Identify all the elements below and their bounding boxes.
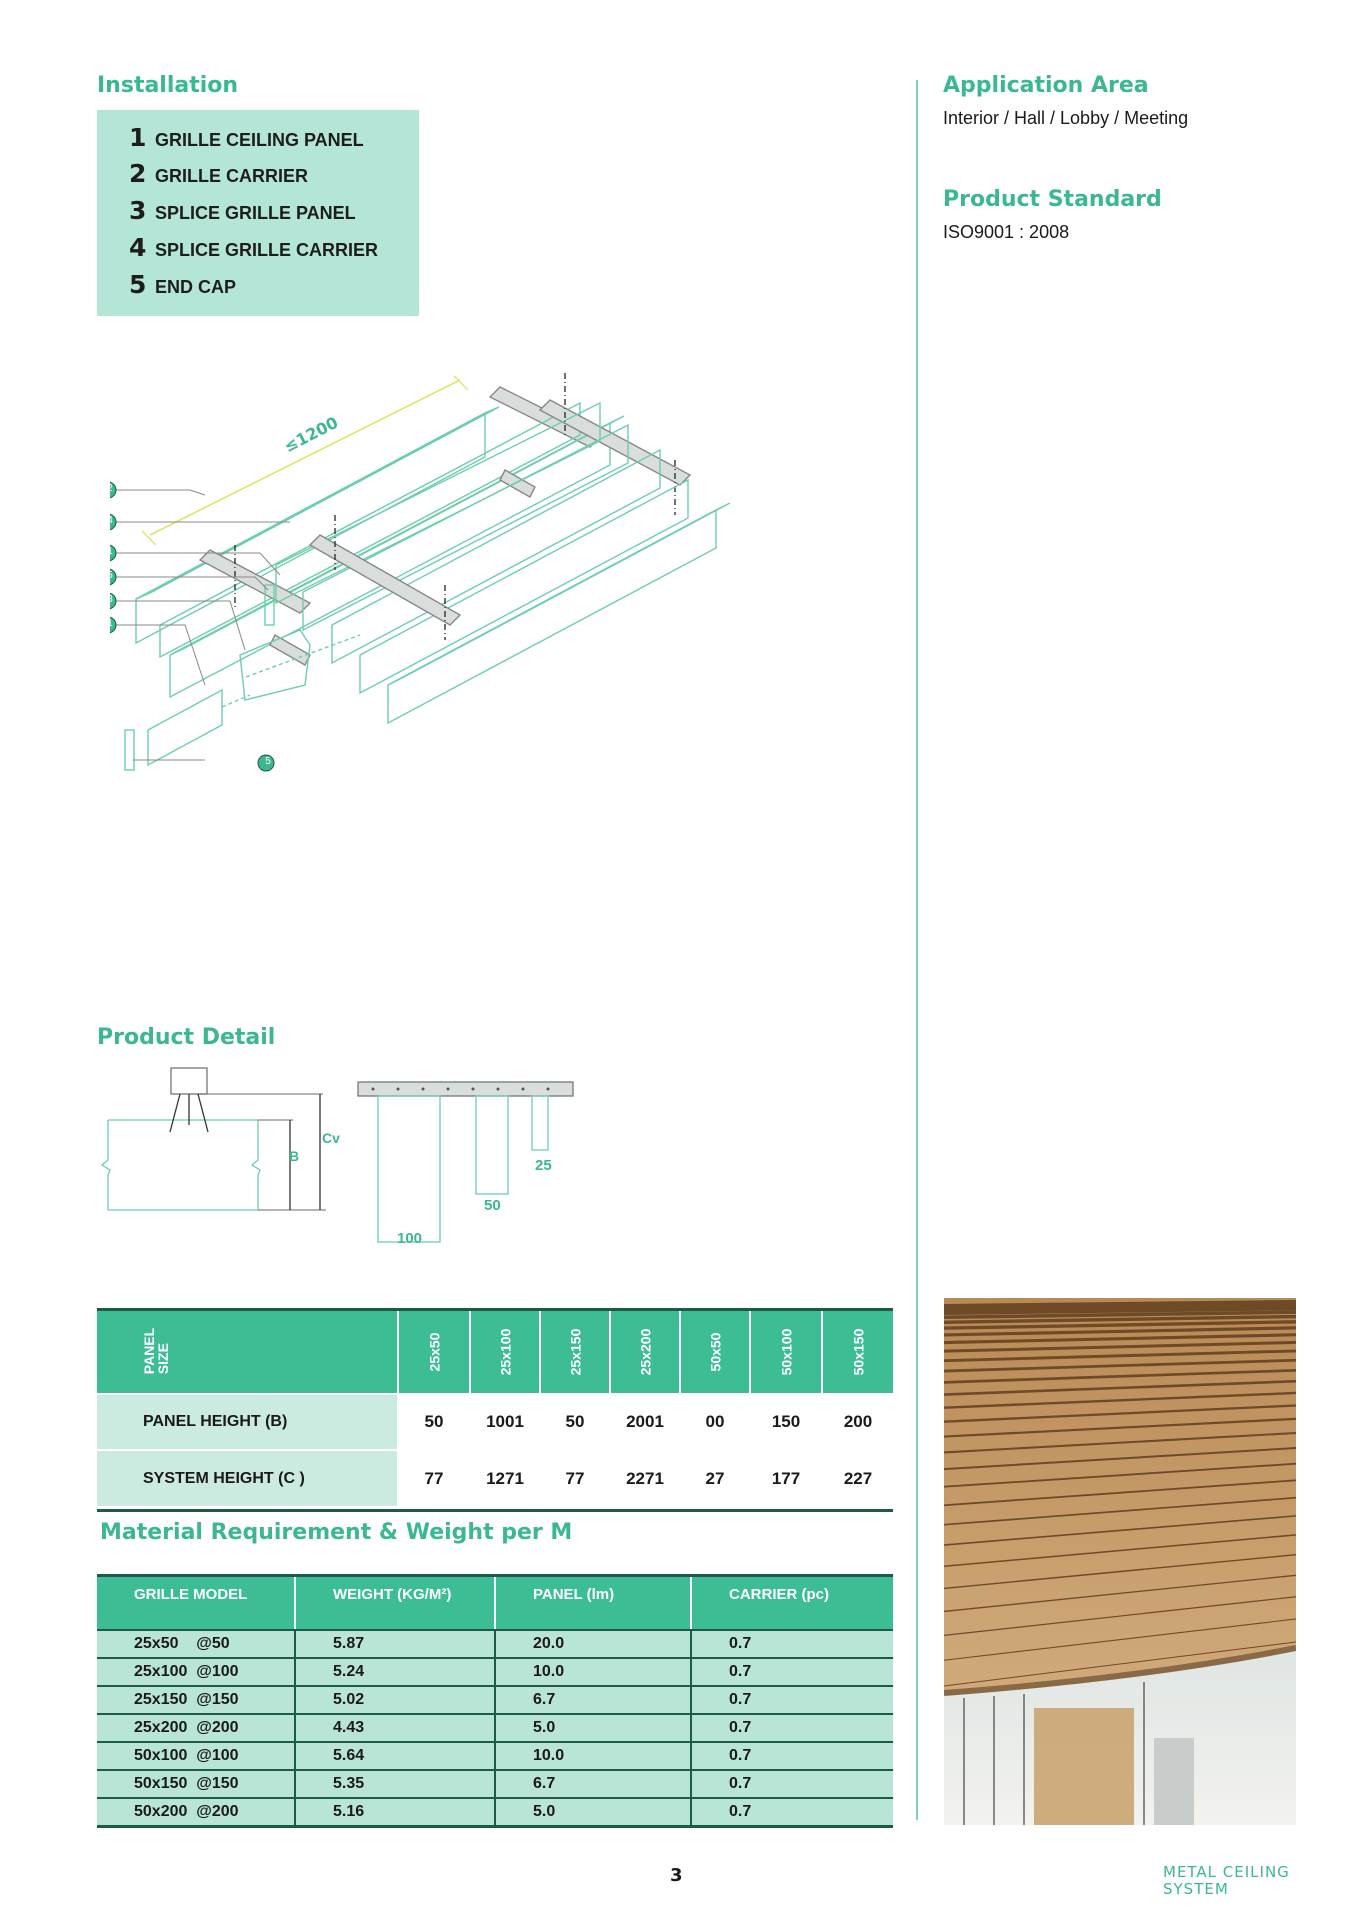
material-table-header — [97, 1577, 893, 1629]
panel-size-table — [97, 1308, 893, 1512]
label-cv: Cv — [322, 1130, 340, 1146]
callout-label: 5 — [265, 756, 271, 767]
legend-label: SPLICE GRILLE CARRIER — [155, 240, 379, 260]
legend-label: GRILLE CEILING PANEL — [155, 130, 364, 150]
col-carrier: CARRIER (pc) — [729, 1586, 829, 1603]
table-row — [97, 1657, 893, 1685]
size-header-50x100: 50x100 — [751, 1311, 821, 1393]
cell-model: 50x150 @150 — [97, 1771, 296, 1797]
panel-height-value: 2001 — [611, 1395, 679, 1449]
col-grille-model: GRILLE MODEL — [97, 1577, 296, 1629]
cell-weight: 5.24 — [296, 1659, 496, 1685]
footer-brand — [1163, 1864, 1290, 1898]
cell-model: 50x200 @200 — [97, 1799, 296, 1825]
legend-number: 5 — [129, 270, 147, 299]
size-header-50x150: 50x150 — [823, 1311, 893, 1393]
legend-label: SPLICE GRILLE PANEL — [155, 203, 356, 223]
cell-panel: 10.0 — [496, 1743, 692, 1769]
cell-model: 25x200 @200 — [97, 1715, 296, 1741]
cell-model: 50x100 @100 — [97, 1743, 296, 1769]
footer-line-2: SYSTEM — [1163, 1880, 1229, 1898]
cell-panel: 6.7 — [496, 1771, 692, 1797]
installation-title: Installation — [97, 73, 239, 98]
panel-size-header-line-2: SIZE — [155, 1343, 172, 1375]
cell-panel: 10.0 — [496, 1659, 692, 1685]
system-height-value: 27 — [681, 1451, 749, 1506]
panel-size-header — [97, 1311, 397, 1393]
application-area-text: Interior / Hall / Lobby / Meeting — [943, 108, 1189, 128]
footer-line-1: METAL CEILING — [1163, 1863, 1290, 1881]
cell-carrier: 0.7 — [729, 1635, 752, 1652]
legend-item-4 — [129, 233, 378, 262]
cell-weight: 5.35 — [296, 1771, 496, 1797]
dimension-label: ≤1200 — [280, 412, 342, 457]
material-title: Material Requirement & Weight per M — [100, 1520, 573, 1545]
legend-label: GRILLE CARRIER — [155, 166, 308, 186]
size-header-25x50: 25x50 — [399, 1311, 469, 1393]
cell-model: 25x150 @150 — [97, 1687, 296, 1713]
callout-label: 1 — [107, 546, 113, 557]
system-height-value: 77 — [541, 1451, 609, 1506]
legend-item-3 — [129, 196, 356, 225]
size-header-25x150: 25x150 — [541, 1311, 609, 1393]
ceiling-photo-illustration — [944, 1298, 1296, 1825]
cell-weight: 5.16 — [296, 1799, 496, 1825]
panel-height-value: 200 — [823, 1395, 893, 1449]
product-standard-title: Product Standard — [943, 187, 1162, 212]
cell-carrier: 0.7 — [729, 1747, 752, 1764]
system-height-value: 2271 — [611, 1451, 679, 1506]
product-detail-title: Product Detail — [97, 1025, 276, 1050]
cell-panel: 5.0 — [496, 1715, 692, 1741]
ceiling-photo — [944, 1298, 1296, 1825]
application-area-title: Application Area — [943, 73, 1149, 98]
size-header-25x200: 25x200 — [611, 1311, 679, 1393]
panel-height-value: 00 — [681, 1395, 749, 1449]
cell-panel: 20.0 — [496, 1631, 692, 1657]
legend-item-5 — [129, 270, 236, 299]
cell-carrier: 0.7 — [729, 1803, 752, 1820]
material-table — [97, 1574, 893, 1828]
table-row — [97, 1629, 893, 1657]
col-panel: PANEL (lm) — [496, 1577, 692, 1629]
panel-height-value: 50 — [399, 1395, 469, 1449]
cell-weight: 5.02 — [296, 1687, 496, 1713]
legend-label: END CAP — [155, 277, 237, 297]
legend-item-2 — [129, 159, 308, 188]
col-weight: WEIGHT (KG/M²) — [296, 1577, 496, 1629]
installation-diagram — [110, 355, 900, 955]
table-row — [97, 1741, 893, 1769]
table-row — [97, 1769, 893, 1797]
legend-item-1 — [129, 123, 364, 152]
label-width-25: 25 — [535, 1157, 552, 1174]
callout-label: 5 — [107, 570, 113, 581]
table-row — [97, 1797, 893, 1825]
label-width-100: 100 — [397, 1230, 423, 1247]
table-row — [97, 1713, 893, 1741]
size-header-25x100: 25x100 — [471, 1311, 539, 1393]
cell-carrier: 0.7 — [729, 1691, 752, 1708]
cell-weight: 5.87 — [296, 1631, 496, 1657]
panel-height-value: 50 — [541, 1395, 609, 1449]
system-height-value: 1271 — [471, 1451, 539, 1506]
system-height-value: 77 — [399, 1451, 469, 1506]
page-number: 3 — [670, 1865, 683, 1886]
cell-carrier: 0.7 — [729, 1775, 752, 1792]
cell-model: 25x100 @100 — [97, 1659, 296, 1685]
legend-number: 4 — [129, 233, 147, 262]
legend-number: 1 — [129, 123, 147, 152]
cell-model: 25x50 @50 — [97, 1631, 296, 1657]
panel-height-value: 150 — [751, 1395, 821, 1449]
column-divider — [916, 80, 918, 1820]
cell-weight: 5.64 — [296, 1743, 496, 1769]
cell-carrier: 0.7 — [729, 1719, 752, 1736]
label-width-50: 50 — [484, 1197, 501, 1214]
callout-label: 3 — [107, 594, 113, 605]
panel-height-value: 1001 — [471, 1395, 539, 1449]
cell-weight: 4.43 — [296, 1715, 496, 1741]
callout-label: 4 — [107, 515, 113, 526]
system-height-value: 177 — [751, 1451, 821, 1506]
panel-size-header-line-1: PANEL — [141, 1327, 158, 1375]
legend-number: 3 — [129, 196, 147, 225]
size-header-50x50: 50x50 — [681, 1311, 749, 1393]
callout-label: 2 — [107, 483, 113, 494]
system-height-value: 227 — [823, 1451, 893, 1506]
system-height-label: SYSTEM HEIGHT (C ) — [97, 1451, 397, 1506]
installation-legend — [97, 110, 419, 316]
product-detail-drawing — [98, 1060, 578, 1260]
table-row — [97, 1685, 893, 1713]
cell-panel: 5.0 — [496, 1799, 692, 1825]
cell-panel: 6.7 — [496, 1687, 692, 1713]
panel-height-label: PANEL HEIGHT (B) — [97, 1395, 397, 1449]
product-standard-text: ISO9001 : 2008 — [943, 222, 1070, 242]
label-b: B — [289, 1148, 300, 1164]
legend-number: 2 — [129, 159, 147, 188]
cell-carrier: 0.7 — [729, 1663, 752, 1680]
callout-label: 1 — [107, 618, 113, 629]
